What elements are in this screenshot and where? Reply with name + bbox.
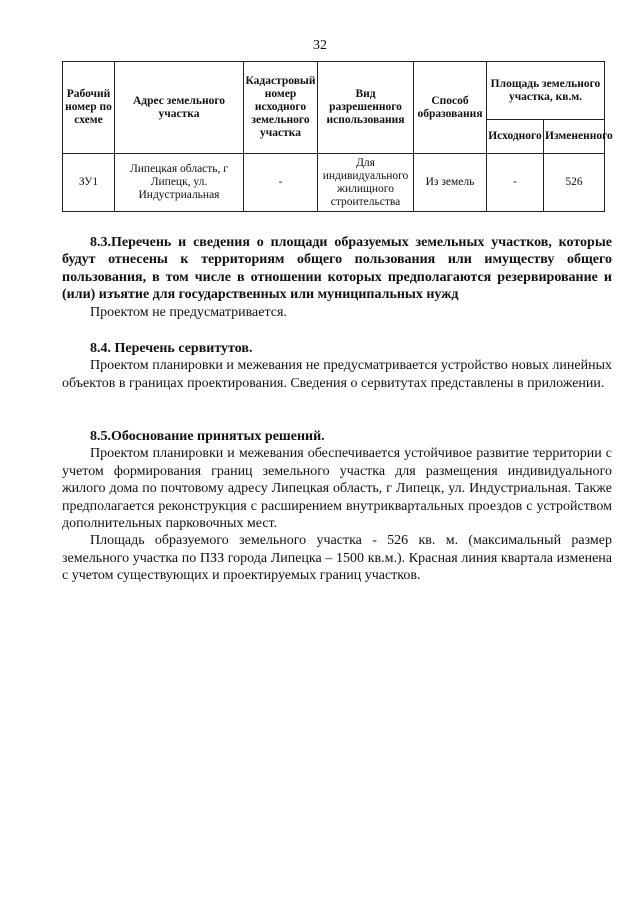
page-number: 32 [313, 38, 327, 53]
cell-work-number: ЗУ1 [63, 154, 115, 212]
header-address: Адрес земельного участка [115, 62, 244, 154]
section-8-5-paragraph-2: Площадь образуемого земельного участка - 526 кв. м. (максимальный размер земельного участка по ПЗЗ города Липецка – 1500 кв.м.). Красная линия квартала изменена с учетом существующих и проектируемых границ участков. [62, 533, 612, 584]
header-area-group: Площадь земельного участка, кв.м. [487, 62, 605, 120]
section-8-5 [62, 428, 612, 585]
header-permitted-use: Вид разрешенного использования [318, 62, 414, 154]
section-8-4 [62, 340, 612, 392]
cell-permitted-use: Для индивидуального жилищного строительства [318, 154, 414, 212]
section-8-3-text: Проектом не предусматривается. [90, 304, 287, 320]
section-8-4-heading: 8.4. Перечень сервитутов. [90, 341, 253, 356]
header-cadastral: Кадастровый номер исходного земельного участка [244, 62, 318, 154]
section-8-5-heading: 8.5.Обоснование принятых решений. [90, 429, 325, 444]
header-area-changed: Измененного [544, 120, 605, 154]
cell-cadastral: - [244, 154, 318, 212]
header-work-number: Рабочий номер по схеме [63, 62, 115, 154]
table-row [63, 154, 605, 212]
cell-address: Липецкая область, г Липецк, ул. Индустриальная [115, 154, 244, 212]
land-plot-table [62, 61, 613, 212]
section-8-3 [62, 234, 612, 321]
section-8-5-paragraph-1: Проектом планировки и межевания обеспечивается устойчивое развитие территории с учетом формирования границ земельного участка для размещения индивидуального жилого дома по почтовому адресу Липецкая область, г Липецк, ул. Индустриальная. Также предполагается реконструкция с расширением внутриквартальных проездов с устройством дополнительных парковочных мест. [62, 446, 612, 532]
cell-area-original: - [487, 154, 544, 212]
header-formation-method: Способ образования [414, 62, 487, 154]
section-8-3-heading: 8.3.Перечень и сведения о площади образуемых земельных участков, которые будут отнесены к территориям общего пользования или имуществу общего пользования, в том числе в отношении которых предполагаются резервирование и (или) изъятие для государственных или муниципальных нужд [62, 235, 612, 303]
header-area-original: Исходного [487, 120, 544, 154]
section-8-4-text: Проектом планировки и межевания не предусматривается устройство новых линейных объектов в границах проектирования. Сведения о сервитутах представлены в приложении. [62, 358, 612, 391]
cell-area-changed: 526 [544, 154, 605, 212]
cell-formation-method: Из земель [414, 154, 487, 212]
